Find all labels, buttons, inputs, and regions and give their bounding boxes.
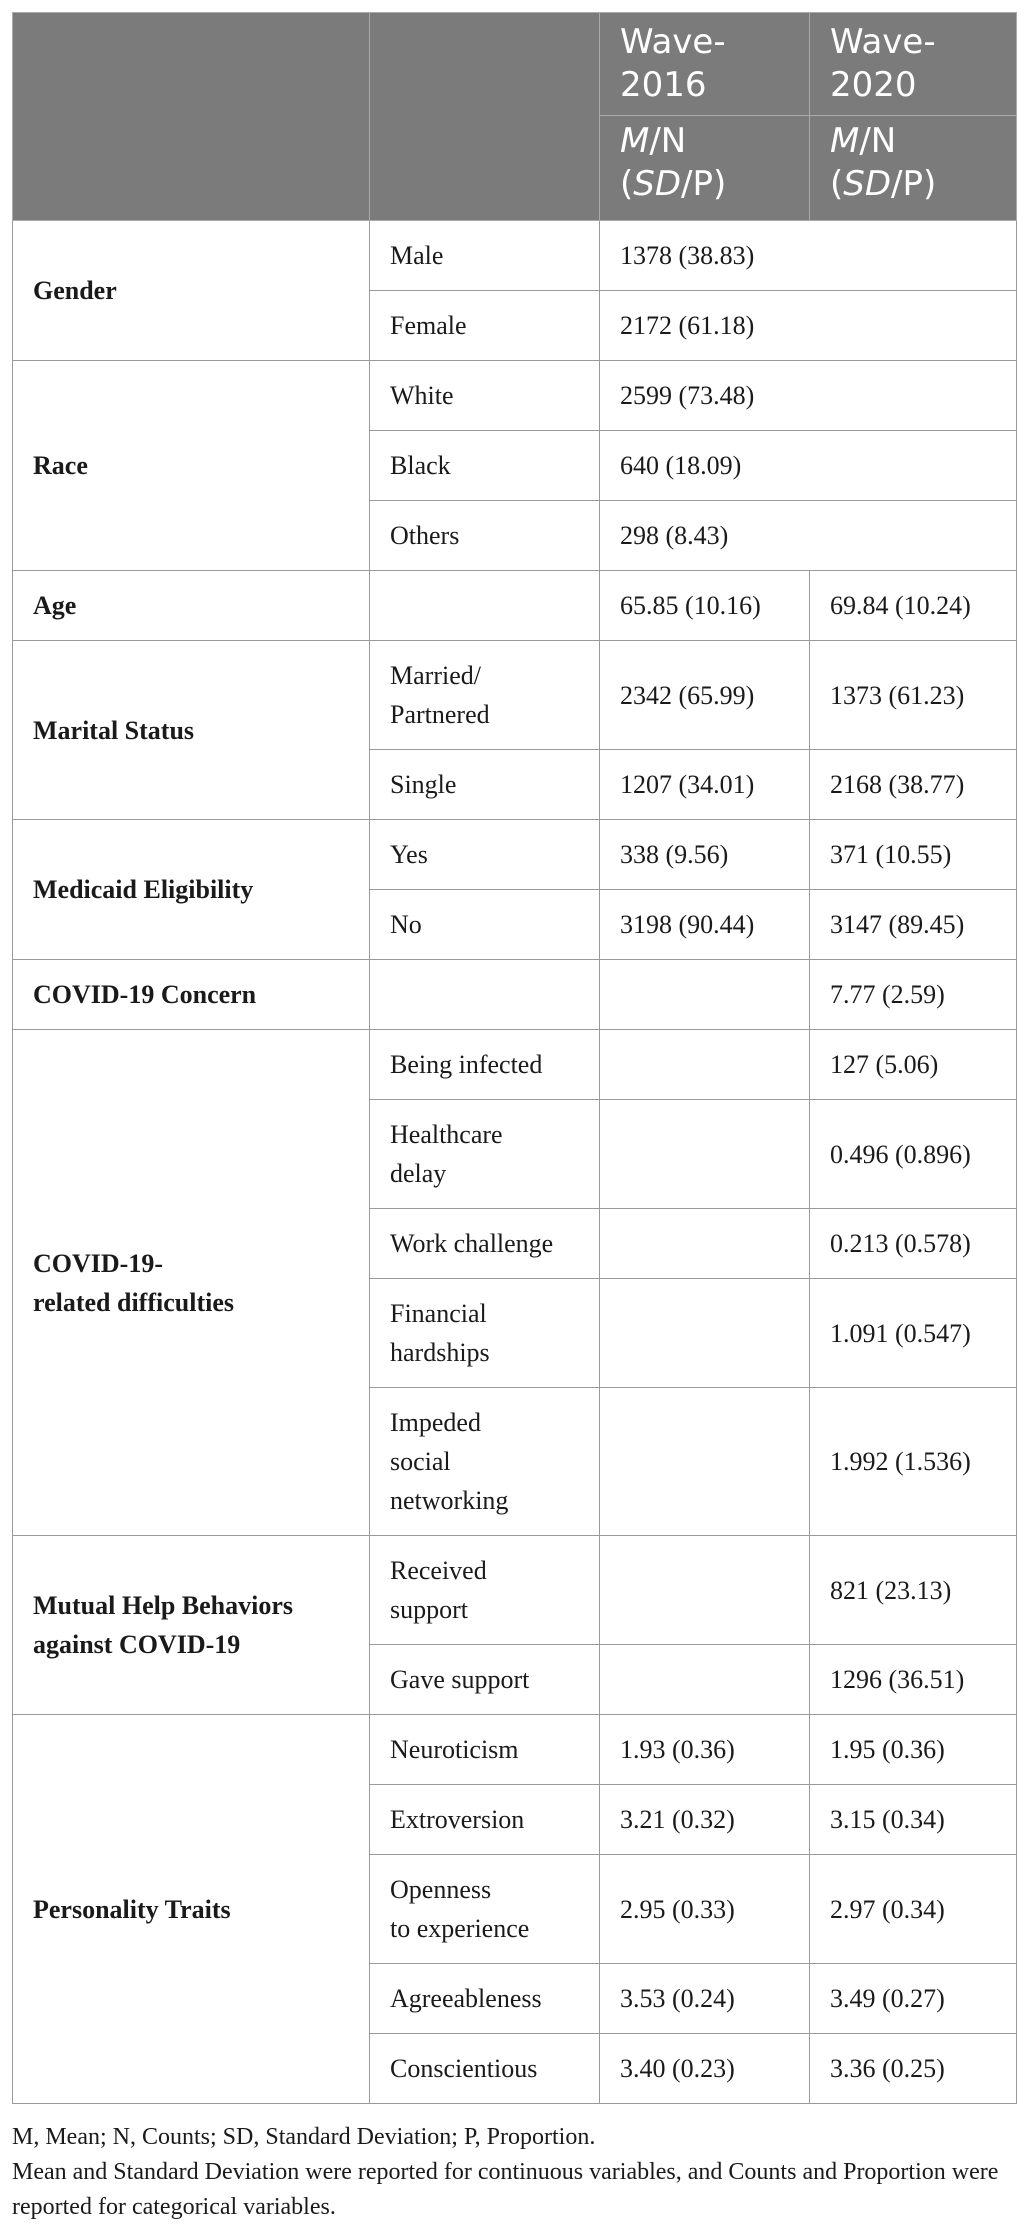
subcategory-being-infected: Being infected — [370, 1030, 600, 1100]
subcategory-white: White — [370, 361, 600, 431]
value-openness-2020: 2.97 (0.34) — [810, 1855, 1017, 1964]
table-notes — [12, 2120, 1016, 2225]
subcategory-impeded-social-networking: Impeded social networking — [370, 1388, 600, 1536]
subcategory-empty — [370, 571, 600, 641]
category-covid-concern: COVID-19 Concern — [13, 960, 370, 1030]
value-financial-2020: 1.091 (0.547) — [810, 1279, 1017, 1388]
subcategory-empty — [370, 960, 600, 1030]
category-personality-traits: Personality Traits — [13, 1715, 370, 2104]
value-conscientious-2020: 3.36 (0.25) — [810, 2034, 1017, 2104]
value-yes-2020: 371 (10.55) — [810, 820, 1017, 890]
table-row — [13, 820, 1017, 890]
value-single-2016: 1207 (34.01) — [600, 750, 810, 820]
category-covid-difficulties: COVID-19- related difficulties — [13, 1030, 370, 1536]
value-empty — [600, 1536, 810, 1645]
value-empty — [600, 1100, 810, 1209]
table-row — [13, 960, 1017, 1030]
subcategory-no: No — [370, 890, 600, 960]
value-concern-2020: 7.77 (2.59) — [810, 960, 1017, 1030]
value-married-2020: 1373 (61.23) — [810, 641, 1017, 750]
value-empty — [600, 1645, 810, 1715]
subcategory-others: Others — [370, 501, 600, 571]
value-empty — [600, 1279, 810, 1388]
table-row — [13, 1030, 1017, 1100]
subcategory-openness: Openness to experience — [370, 1855, 600, 1964]
header-wave-2016: Wave-2016 — [600, 13, 810, 116]
value-age-2020: 69.84 (10.24) — [810, 571, 1017, 641]
subcategory-agreeableness: Agreeableness — [370, 1964, 600, 2034]
subcategory-conscientious: Conscientious — [370, 2034, 600, 2104]
subcategory-neuroticism: Neuroticism — [370, 1715, 600, 1785]
category-mutual-help: Mutual Help Behaviors against COVID-19 — [13, 1536, 370, 1715]
subcategory-work-challenge: Work challenge — [370, 1209, 600, 1279]
value-gave-2020: 1296 (36.51) — [810, 1645, 1017, 1715]
value-healthcare-2020: 0.496 (0.896) — [810, 1100, 1017, 1209]
value-white-2016: 2599 (73.48) — [600, 361, 1017, 431]
subcategory-male: Male — [370, 221, 600, 291]
value-female-2016: 2172 (61.18) — [600, 291, 1017, 361]
value-received-2020: 821 (23.13) — [810, 1536, 1017, 1645]
subcategory-female: Female — [370, 291, 600, 361]
table-row — [13, 361, 1017, 431]
table-container — [12, 12, 1016, 2104]
header-blank-2 — [370, 13, 600, 221]
category-gender: Gender — [13, 221, 370, 361]
value-single-2020: 2168 (38.77) — [810, 750, 1017, 820]
value-infected-2020: 127 (5.06) — [810, 1030, 1017, 1100]
subcategory-financial-hardships: Financial hardships — [370, 1279, 600, 1388]
value-empty — [600, 1030, 810, 1100]
category-race: Race — [13, 361, 370, 571]
header-stat-2016: M/N (SD/P) — [600, 116, 810, 221]
value-empty — [600, 960, 810, 1030]
value-extroversion-2016: 3.21 (0.32) — [600, 1785, 810, 1855]
subcategory-received-support: Received support — [370, 1536, 600, 1645]
value-others-2016: 298 (8.43) — [600, 501, 1017, 571]
value-agreeableness-2016: 3.53 (0.24) — [600, 1964, 810, 2034]
table-header — [13, 13, 1017, 221]
value-neuroticism-2016: 1.93 (0.36) — [600, 1715, 810, 1785]
descriptive-statistics-table — [12, 12, 1017, 2104]
value-empty — [600, 1388, 810, 1536]
subcategory-married: Married/ Partnered — [370, 641, 600, 750]
header-stat-2020: M/N (SD/P) — [810, 116, 1017, 221]
value-married-2016: 2342 (65.99) — [600, 641, 810, 750]
value-age-2016: 65.85 (10.16) — [600, 571, 810, 641]
value-male-2016: 1378 (38.83) — [600, 221, 1017, 291]
category-marital-status: Marital Status — [13, 641, 370, 820]
header-wave-2020: Wave-2020 — [810, 13, 1017, 116]
note-abbreviations: M, Mean; N, Counts; SD, Standard Deviation; P, Proportion. — [12, 2124, 596, 2150]
value-work-2020: 0.213 (0.578) — [810, 1209, 1017, 1279]
value-no-2016: 3198 (90.44) — [600, 890, 810, 960]
value-yes-2016: 338 (9.56) — [600, 820, 810, 890]
value-neuroticism-2020: 1.95 (0.36) — [810, 1715, 1017, 1785]
table-row — [13, 571, 1017, 641]
subcategory-yes: Yes — [370, 820, 600, 890]
value-social-2020: 1.992 (1.536) — [810, 1388, 1017, 1536]
value-empty — [600, 1209, 810, 1279]
subcategory-single: Single — [370, 750, 600, 820]
category-medicaid: Medicaid Eligibility — [13, 820, 370, 960]
header-blank-1 — [13, 13, 370, 221]
table-row — [13, 1715, 1017, 1785]
subcategory-gave-support: Gave support — [370, 1645, 600, 1715]
value-black-2016: 640 (18.09) — [600, 431, 1017, 501]
note-reporting: Mean and Standard Deviation were reported for continuous variables, and Counts and Proportion were reported for categorical variables. — [12, 2159, 999, 2220]
value-extroversion-2020: 3.15 (0.34) — [810, 1785, 1017, 1855]
category-age: Age — [13, 571, 370, 641]
table-row — [13, 221, 1017, 291]
value-openness-2016: 2.95 (0.33) — [600, 1855, 810, 1964]
value-conscientious-2016: 3.40 (0.23) — [600, 2034, 810, 2104]
subcategory-black: Black — [370, 431, 600, 501]
table-row — [13, 1536, 1017, 1645]
table-row — [13, 641, 1017, 750]
value-agreeableness-2020: 3.49 (0.27) — [810, 1964, 1017, 2034]
subcategory-extroversion: Extroversion — [370, 1785, 600, 1855]
subcategory-healthcare-delay: Healthcare delay — [370, 1100, 600, 1209]
value-no-2020: 3147 (89.45) — [810, 890, 1017, 960]
